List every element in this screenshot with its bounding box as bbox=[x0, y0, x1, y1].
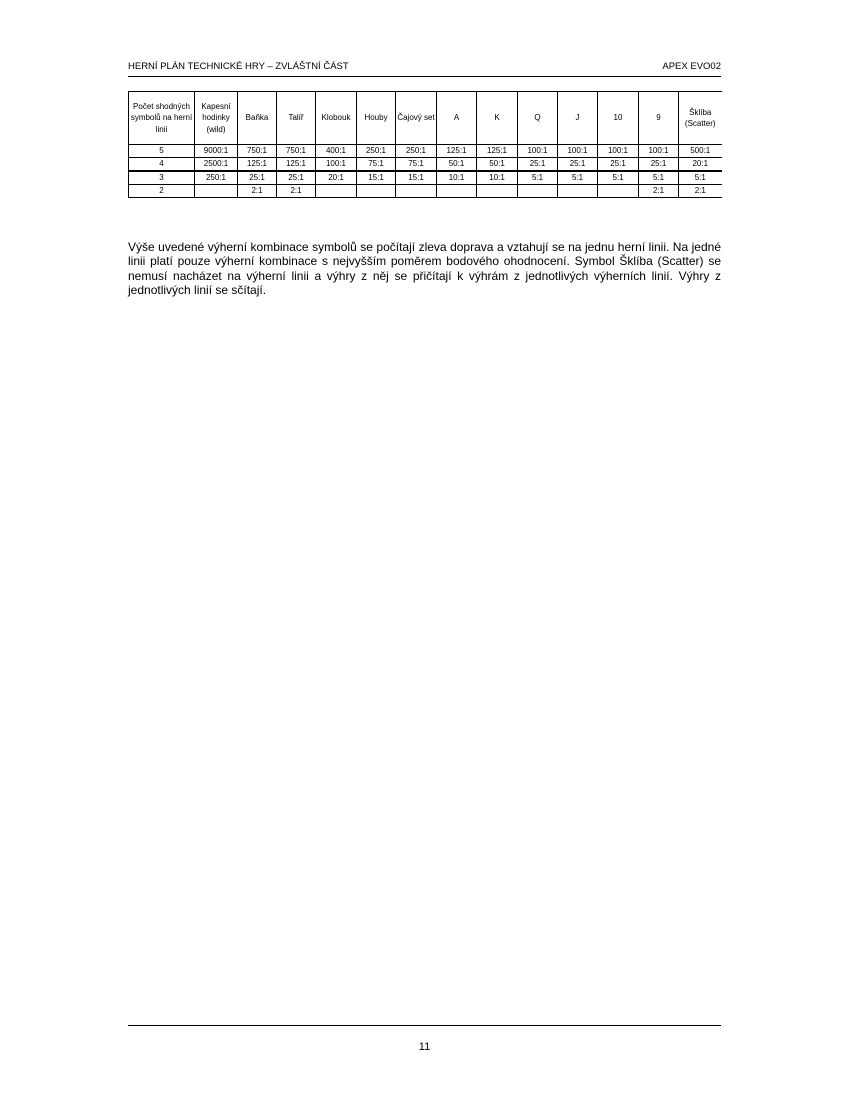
table-cell: 750:1 bbox=[238, 145, 277, 158]
table-cell: 5:1 bbox=[639, 171, 679, 185]
col-header-hat: Klobouk bbox=[316, 92, 357, 145]
table-cell bbox=[477, 185, 518, 198]
table-cell bbox=[195, 185, 238, 198]
table-cell: 5:1 bbox=[558, 171, 598, 185]
table-cell: 2:1 bbox=[679, 185, 722, 198]
table-row bbox=[129, 145, 722, 158]
table-cell: 250:1 bbox=[357, 145, 396, 158]
col-header-plate: Talíř bbox=[277, 92, 316, 145]
table-cell: 125:1 bbox=[277, 158, 316, 172]
col-header-k: K bbox=[477, 92, 518, 145]
page-header bbox=[128, 61, 721, 77]
table-cell: 100:1 bbox=[598, 145, 639, 158]
table-cell: 250:1 bbox=[396, 145, 437, 158]
table-cell: 250:1 bbox=[195, 171, 238, 185]
table-cell: 5:1 bbox=[598, 171, 639, 185]
table-cell: 20:1 bbox=[316, 171, 357, 185]
table-cell: 4 bbox=[129, 158, 195, 172]
table-cell: 9000:1 bbox=[195, 145, 238, 158]
table-cell: 15:1 bbox=[396, 171, 437, 185]
table-cell: 2:1 bbox=[639, 185, 679, 198]
col-header-mushrooms: Houby bbox=[357, 92, 396, 145]
table-cell bbox=[396, 185, 437, 198]
table-cell: 2 bbox=[129, 185, 195, 198]
table-cell: 10:1 bbox=[437, 171, 477, 185]
table-cell: 100:1 bbox=[316, 158, 357, 172]
table-cell bbox=[316, 185, 357, 198]
table-cell: 20:1 bbox=[679, 158, 722, 172]
table-cell: 125:1 bbox=[437, 145, 477, 158]
table-cell: 25:1 bbox=[558, 158, 598, 172]
header-game-code: APEX EVO02 bbox=[662, 61, 721, 72]
table-cell: 100:1 bbox=[518, 145, 558, 158]
table-cell: 75:1 bbox=[396, 158, 437, 172]
table-cell: 2:1 bbox=[277, 185, 316, 198]
table-cell: 25:1 bbox=[277, 171, 316, 185]
table-cell: 10:1 bbox=[477, 171, 518, 185]
paytable-header-row bbox=[129, 92, 722, 145]
col-header-pocket-watch: Kapesní hodinky (wild) bbox=[195, 92, 238, 145]
col-header-flask: Baňka bbox=[238, 92, 277, 145]
table-cell: 5:1 bbox=[518, 171, 558, 185]
table-cell: 75:1 bbox=[357, 158, 396, 172]
table-cell bbox=[598, 185, 639, 198]
table-cell: 2:1 bbox=[238, 185, 277, 198]
table-cell bbox=[558, 185, 598, 198]
table-row bbox=[129, 185, 722, 198]
page-number: 11 bbox=[418, 1041, 431, 1053]
table-cell: 400:1 bbox=[316, 145, 357, 158]
table-cell: 100:1 bbox=[558, 145, 598, 158]
table-row bbox=[129, 158, 722, 172]
col-header-count: Počet shodných symbolů na herní linii bbox=[129, 92, 195, 145]
col-header-9: 9 bbox=[639, 92, 679, 145]
table-cell bbox=[357, 185, 396, 198]
table-cell: 500:1 bbox=[679, 145, 722, 158]
table-cell bbox=[437, 185, 477, 198]
table-cell: 2500:1 bbox=[195, 158, 238, 172]
table-cell: 25:1 bbox=[598, 158, 639, 172]
table-cell: 15:1 bbox=[357, 171, 396, 185]
table-cell: 25:1 bbox=[518, 158, 558, 172]
col-header-scatter: Šklíba (Scatter) bbox=[679, 92, 722, 145]
col-header-j: J bbox=[558, 92, 598, 145]
table-cell: 50:1 bbox=[437, 158, 477, 172]
page-footer bbox=[128, 1025, 721, 1053]
table-cell: 25:1 bbox=[639, 158, 679, 172]
table-cell: 750:1 bbox=[277, 145, 316, 158]
table-row bbox=[129, 171, 722, 185]
table-cell: 125:1 bbox=[238, 158, 277, 172]
table-cell: 50:1 bbox=[477, 158, 518, 172]
header-title: HERNÍ PLÁN TECHNICKÉ HRY – ZVLÁŠTNÍ ČÁST bbox=[128, 61, 349, 72]
table-cell: 3 bbox=[129, 171, 195, 185]
table-cell: 100:1 bbox=[639, 145, 679, 158]
col-header-a: A bbox=[437, 92, 477, 145]
table-cell: 25:1 bbox=[238, 171, 277, 185]
table-cell: 5:1 bbox=[679, 171, 722, 185]
col-header-q: Q bbox=[518, 92, 558, 145]
table-cell: 5 bbox=[129, 145, 195, 158]
col-header-10: 10 bbox=[598, 92, 639, 145]
paytable bbox=[128, 91, 722, 198]
table-cell: 125:1 bbox=[477, 145, 518, 158]
col-header-tea-set: Čajový set bbox=[396, 92, 437, 145]
rules-paragraph: Výše uvedené výherní kombinace symbolů se počítají zleva doprava a vztahují se na jednu herní linii. Na jedné linii platí pouze výherní kombinace s nejvyšším poměrem bodového ohodnocení. Symbol Šklíba (Scatter) se nemusí nacházet na výherní linii a výhry z něj se přičítají k výhrám z jednotlivých výherních linií. Výhry z jednotlivých linií se sčítají. bbox=[128, 240, 721, 297]
table-cell bbox=[518, 185, 558, 198]
